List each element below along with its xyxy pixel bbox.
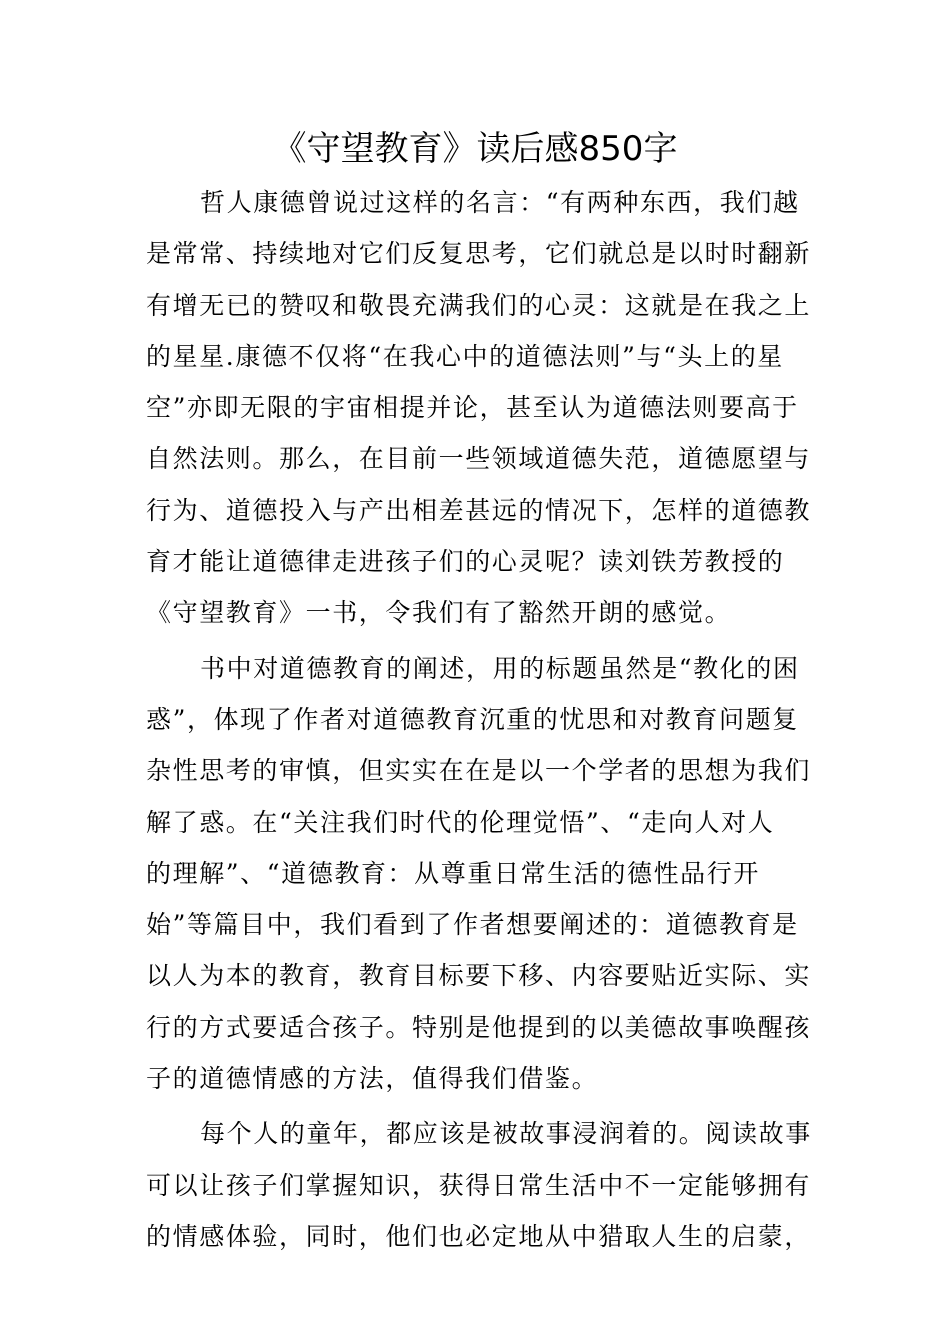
text-line: 行为、道德投入与产出相差甚远的情况下，怎样的道德教 (146, 495, 812, 525)
text-line: 以人为本的教育，教育目标要下移、内容要贴近实际、实 (146, 961, 812, 991)
text-line: 书中对道德教育的阐述，用的标题虽然是“教化的困 (200, 653, 800, 683)
text-line: 的星星.康德不仅将“在我心中的道德法则”与“头上的星 (146, 341, 784, 371)
text-line: 可以让孩子们掌握知识，获得日常生活中不一定能够拥有 (146, 1170, 812, 1200)
text-line: 惑”，体现了作者对道德教育沉重的忧思和对教育问题复 (146, 704, 799, 734)
document-title: 《守望教育》读后感850字 (272, 129, 678, 169)
text-line: 的情感体验，同时，他们也必定地从中猎取人生的启蒙， (146, 1221, 812, 1251)
text-line: 《守望教育》一书，令我们有了豁然开朗的感觉。 (146, 598, 732, 628)
text-line: 行的方式要适合孩子。特别是他提到的以美德故事唤醒孩 (146, 1012, 812, 1042)
text-line: 哲人康德曾说过这样的名言：“有两种东西，我们越 (200, 188, 800, 217)
text-line: 杂性思考的审慎，但实实在在是以一个学者的思想为我们 (146, 756, 812, 786)
text-line: 子的道德情感的方法，值得我们借鉴。 (146, 1064, 599, 1094)
text-line: 育才能让道德律走进孩子们的心灵呢？读刘铁芳教授的 (146, 547, 785, 577)
text-line: 每个人的童年，都应该是被故事浸润着的。阅读故事 (200, 1119, 812, 1149)
paragraph-3 (146, 1108, 812, 1262)
document-body (146, 177, 812, 1262)
text-line: 空”亦即无限的宇宙相提并论，甚至认为道德法则要高于 (146, 393, 799, 423)
text-line: 始”等篇目中，我们看到了作者想要阐述的：道德教育是 (146, 910, 799, 940)
text-line: 的理解”、“道德教育：从尊重日常生活的德性品行开 (146, 858, 760, 888)
paragraph-2 (146, 643, 812, 1105)
text-line: 是常常、持续地对它们反复思考，它们就总是以时时翻新 (146, 239, 812, 269)
paragraph-1 (146, 177, 812, 639)
text-line: 自然法则。那么，在目前一些领域道德失范，道德愿望与 (146, 444, 812, 474)
text-line: 解了惑。在“关注我们时代的伦理觉悟”、“走向人对人 (146, 807, 775, 837)
text-line: 有增无已的赞叹和敬畏充满我们的心灵：这就是在我之上 (146, 290, 812, 320)
